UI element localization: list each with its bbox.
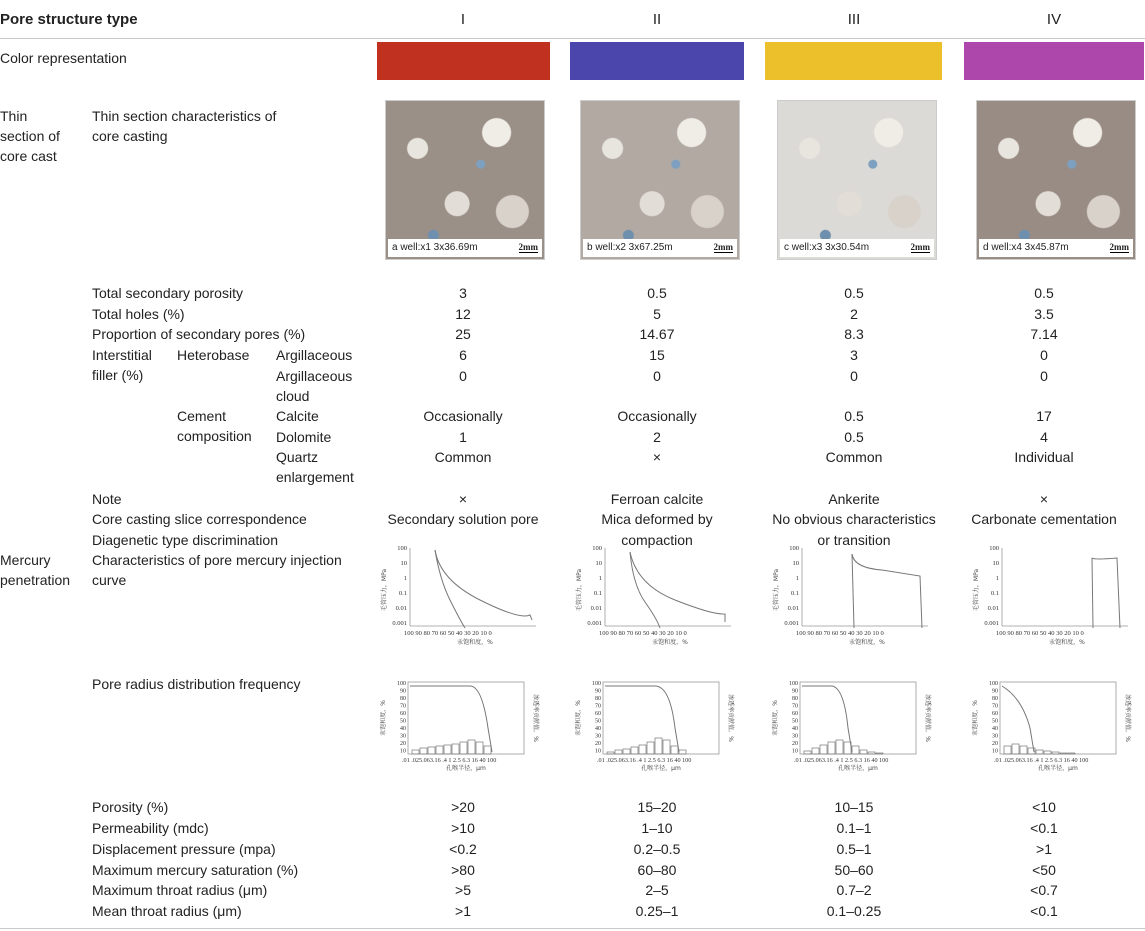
dist-svg <box>380 668 540 772</box>
dist-y-tick-label: 30 <box>992 733 998 740</box>
row-label-mean-throat-radius: Mean throat radius (μm) <box>92 903 242 919</box>
pore-radius-distribution-chart <box>380 668 540 772</box>
dist-x-tick-labels: .01 .025.063.16 .4 1 2.5 6.3 16 40 100 <box>597 757 692 764</box>
cell-value: 0 <box>459 368 467 384</box>
frequency-bar <box>615 750 622 754</box>
frequency-bar <box>844 742 851 754</box>
frequency-bar <box>812 748 819 754</box>
dist-y-tick-label: 40 <box>400 726 406 732</box>
dist-y-tick-label: 100 <box>592 681 601 687</box>
cell-value: <0.2 <box>449 841 477 857</box>
dist-svg <box>772 668 932 772</box>
cell-value: 10–15 <box>834 799 874 815</box>
frequency-bar <box>1012 744 1019 754</box>
cell-value: 0.5 <box>1034 285 1054 301</box>
curve-x-axis-label: 汞饱和度，% <box>849 639 885 646</box>
imbibition-curve <box>1092 558 1093 628</box>
dist-y-tick-label: 20 <box>400 741 406 747</box>
dist-y-axis-label-right: 渗透率贡献值，% <box>1124 694 1131 742</box>
dist-y-tick-label: 90 <box>992 688 998 695</box>
cell-value: 2–5 <box>645 882 669 898</box>
dist-y-tick-label: 70 <box>792 703 798 710</box>
cell-value: Occasionally <box>423 408 503 424</box>
imbibition-curve <box>852 554 854 628</box>
frequency-bar <box>836 740 843 754</box>
dist-y-tick-label: 90 <box>792 688 798 695</box>
mercury-injection-curve <box>380 540 540 646</box>
header-label: Pore structure type <box>0 11 138 28</box>
dist-x-axis-label: 孔喉半径，μm <box>1038 765 1078 772</box>
dist-y-tick-label: 60 <box>595 711 601 717</box>
row-label-dolomite: Dolomite <box>276 429 332 445</box>
cell-value: Common <box>434 449 492 465</box>
photo-caption: b well:x2 3x67.25m <box>583 239 737 257</box>
dist-y-tick-label: 60 <box>992 711 998 717</box>
dist-y-tick-label: 100 <box>989 681 998 687</box>
drainage-curve <box>852 554 922 628</box>
swatch-type-ii <box>570 42 744 80</box>
frequency-bar <box>663 740 670 754</box>
row-label-displacement-pressure: Displacement pressure (mpa) <box>92 841 276 857</box>
cell-value: 17 <box>1036 408 1052 424</box>
cell-value: 6 <box>459 347 467 363</box>
dist-y-tick-label: 80 <box>400 696 406 702</box>
cell-value: 2 <box>653 429 661 445</box>
frequency-bar <box>607 752 614 754</box>
thin-section-group-label: Thin section of core cast <box>0 108 60 164</box>
frequency-bar <box>820 745 827 754</box>
curve-y-tick-label: 1 <box>795 575 799 582</box>
cell-value: 0 <box>1040 368 1048 384</box>
cell-value: Occasionally <box>617 408 697 424</box>
frequency-bar <box>828 742 835 754</box>
cell-value: 4 <box>1040 429 1048 445</box>
dist-y-tick-label: 90 <box>595 688 601 695</box>
curve-y-tick-label: 0.01 <box>787 605 799 612</box>
cell-value: 7.14 <box>1030 326 1058 342</box>
dist-y-tick-label: 40 <box>792 726 798 732</box>
dist-x-axis-label: 孔喉半径，μm <box>838 765 878 772</box>
curve-y-axis-label: 毛管压力，MPa <box>773 568 780 612</box>
dist-y-tick-label: 30 <box>595 733 601 740</box>
scale-bar: 2mm <box>713 242 733 252</box>
frequency-bar <box>468 740 475 754</box>
dist-plot-frame <box>800 682 916 754</box>
dist-x-axis-label: 孔喉半径，μm <box>446 765 486 772</box>
cell-value: 0.5 <box>844 429 864 445</box>
cell-value: >20 <box>451 799 475 815</box>
drainage-curve <box>435 550 532 620</box>
swatch-type-i <box>377 42 550 80</box>
frequency-bar <box>1004 746 1011 754</box>
photo-caption: c well:x3 3x30.54m <box>780 239 934 257</box>
cell-value: Secondary solution pore <box>387 511 539 527</box>
curve-y-tick-label: 1 <box>995 575 999 582</box>
cell-value: × <box>458 491 468 507</box>
dist-label: Pore radius distribution frequency <box>92 676 301 692</box>
cell-value: 12 <box>455 306 471 322</box>
filler-group-label: Interstitial filler (%) <box>92 347 152 383</box>
cell-value: Mica deformed by <box>601 511 713 527</box>
photo-caption: a well:x1 3x36.69m <box>388 239 542 257</box>
cell-value: <0.1 <box>1030 820 1058 836</box>
cell-value: 0.1–0.25 <box>826 903 882 919</box>
frequency-bar <box>647 742 654 754</box>
curve-y-tick-label: 10 <box>792 560 799 567</box>
row-label-diagenetic: Diagenetic type discrimination <box>92 532 278 548</box>
curve-svg <box>380 540 540 646</box>
cell-value: <0.7 <box>1030 882 1058 898</box>
dist-y-tick-label: 60 <box>792 711 798 717</box>
dist-y-tick-label: 70 <box>595 703 601 710</box>
cell-value: 5 <box>653 306 661 322</box>
cement-label: Cement composition <box>177 408 252 444</box>
thin-section-photo-c <box>777 100 937 260</box>
frequency-bar <box>639 745 646 754</box>
row-label-permeability: Permeability (mdc) <box>92 820 209 836</box>
curve-x-tick-labels: 100 90 80 70 60 50 40 30 20 10 0 <box>599 630 687 637</box>
dist-y-tick-label: 10 <box>792 748 798 755</box>
curve-y-tick-label: 1 <box>598 575 602 582</box>
frequency-bar <box>1052 752 1059 754</box>
frequency-bar <box>1044 751 1051 754</box>
dist-y-axis-label: 汞饱和度，% <box>380 700 387 736</box>
curve-y-axis-label: 毛管压力，MPa <box>973 568 980 612</box>
curve-x-axis-label: 汞饱和度，% <box>652 639 688 646</box>
pore-radius-distribution-chart <box>772 668 932 772</box>
dist-y-tick-label: 60 <box>400 711 406 717</box>
dist-y-tick-label: 80 <box>595 696 601 702</box>
dist-x-tick-labels: .01 .025.063.16 .4 1 2.5 6.3 16 40 100 <box>402 757 497 764</box>
cell-value: 1–10 <box>641 820 673 836</box>
dist-y-tick-label: 80 <box>992 696 998 702</box>
dist-y-tick-label: 40 <box>992 726 998 732</box>
frequency-bar <box>852 746 859 754</box>
cell-value: 0 <box>850 368 858 384</box>
cell-value: >10 <box>451 820 475 836</box>
dist-y-tick-label: 10 <box>992 748 998 755</box>
cell-value: 50–60 <box>834 862 874 878</box>
cell-value: Ferroan calcite <box>610 491 704 507</box>
dist-svg <box>972 668 1132 772</box>
curve-svg <box>772 540 932 646</box>
cell-value: 3 <box>459 285 467 301</box>
frequency-bar <box>460 742 467 754</box>
dist-y-tick-label: 70 <box>992 703 998 710</box>
dist-y-axis-label: 汞饱和度，% <box>575 700 582 736</box>
header-rule <box>0 38 1145 39</box>
curve-y-tick-label: 0.001 <box>392 620 407 627</box>
row-label-quartz: Quartz enlargement <box>276 449 354 485</box>
cell-value: 14.67 <box>639 326 675 342</box>
cell-value: 15–20 <box>637 799 677 815</box>
frequency-bar <box>655 738 662 754</box>
curve-x-axis-label: 汞饱和度，% <box>1049 639 1085 646</box>
pore-radius-distribution-chart <box>575 668 735 772</box>
frequency-bar <box>420 748 427 754</box>
dist-y-tick-label: 50 <box>400 718 406 725</box>
cell-value: 0.5 <box>844 285 864 301</box>
cell-value: 8.3 <box>844 326 864 342</box>
cell-value: 60–80 <box>637 862 677 878</box>
curve-x-tick-labels: 100 90 80 70 60 50 40 30 20 10 0 <box>404 630 492 637</box>
curve-y-axis-label: 毛管压力，MPa <box>381 568 388 612</box>
row-label-note: Note <box>92 491 122 507</box>
row-label-max-throat-radius: Maximum throat radius (μm) <box>92 882 268 898</box>
thin-section-photo-a <box>385 100 545 260</box>
cell-value: 0.2–0.5 <box>633 841 681 857</box>
scale-bar: 2mm <box>518 242 538 252</box>
curve-y-tick-label: 0.01 <box>395 605 407 612</box>
frequency-bar <box>679 750 686 754</box>
cell-value: 0.1–1 <box>836 820 872 836</box>
curve-x-axis-label: 汞饱和度，% <box>457 639 493 646</box>
curve-y-axis-label: 毛管压力，MPa <box>576 568 583 612</box>
row-label-secondary-pores: Proportion of secondary pores (%) <box>92 326 306 342</box>
dist-y-tick-label: 40 <box>595 726 601 732</box>
dist-y-tick-label: 20 <box>992 741 998 747</box>
cell-value: compaction <box>621 532 693 548</box>
dist-y-tick-label: 100 <box>789 681 798 687</box>
cell-value: >5 <box>455 882 471 898</box>
cell-value: <10 <box>1032 799 1056 815</box>
photo-caption: d well:x4 3x45.87m <box>979 239 1133 257</box>
dist-y-tick-label: 50 <box>595 718 601 725</box>
frequency-bar <box>1020 746 1027 754</box>
dist-y-axis-label-right: 渗透率贡献值，% <box>924 694 931 742</box>
curve-y-tick-label: 10 <box>992 560 999 567</box>
row-label-max-mercury-saturation: Maximum mercury saturation (%) <box>92 862 299 878</box>
frequency-bar <box>1060 753 1067 754</box>
cumulative-saturation-curve <box>605 686 679 752</box>
row-label-calcite: Calcite <box>276 408 319 424</box>
frequency-bar <box>452 744 459 754</box>
dist-y-tick-label: 80 <box>792 696 798 702</box>
curve-y-tick-label: 0.1 <box>593 590 602 597</box>
cell-value: Common <box>825 449 883 465</box>
curve-svg <box>972 540 1132 646</box>
dist-plot-frame <box>1000 682 1116 754</box>
row-label-correspondence: Core casting slice correspondence <box>92 511 307 527</box>
curve-y-tick-label: 100 <box>789 545 799 552</box>
frequency-bar <box>804 751 811 754</box>
frequency-bar <box>444 745 451 754</box>
curve-y-tick-label: 0.1 <box>398 590 407 597</box>
dist-y-axis-label: 汞饱和度，% <box>972 700 979 736</box>
curve-y-tick-label: 0.01 <box>590 605 602 612</box>
swatch-type-iv <box>964 42 1144 80</box>
frequency-bar <box>671 746 678 754</box>
curve-svg <box>575 540 735 646</box>
heterobase-label: Heterobase <box>177 347 250 363</box>
mercury-injection-curve <box>772 540 932 646</box>
frequency-bar <box>1068 753 1075 754</box>
curve-y-tick-label: 10 <box>400 560 407 567</box>
dist-y-tick-label: 10 <box>595 748 601 755</box>
curve-y-tick-label: 0.1 <box>790 590 799 597</box>
curve-y-tick-label: 100 <box>989 545 999 552</box>
row-label-argillaceous: Argillaceous <box>276 347 353 363</box>
dist-y-tick-label: 50 <box>992 718 998 725</box>
cell-value: >1 <box>455 903 471 919</box>
curve-y-tick-label: 100 <box>592 545 602 552</box>
type-iii-header: III <box>847 11 861 28</box>
cell-value: Carbonate cementation <box>971 511 1117 527</box>
curve-y-tick-label: 0.01 <box>987 605 999 612</box>
mercury-injection-curve <box>575 540 735 646</box>
cell-value: or transition <box>817 532 891 548</box>
curve-x-tick-labels: 100 90 80 70 60 50 40 30 20 10 0 <box>796 630 884 637</box>
curve-x-tick-labels: 100 90 80 70 60 50 40 30 20 10 0 <box>996 630 1084 637</box>
thin-section-photo-d <box>976 100 1136 260</box>
drainage-curve <box>1092 558 1120 628</box>
cell-value: >80 <box>451 862 475 878</box>
row-label-argillaceous-cloud: Argillaceous cloud <box>276 368 353 404</box>
frequency-bar <box>412 750 419 754</box>
cell-value: 0.5 <box>844 408 864 424</box>
frequency-bar <box>484 746 491 754</box>
type-ii-header: II <box>652 11 662 28</box>
frequency-bar <box>428 747 435 754</box>
cell-value: 3.5 <box>1034 306 1054 322</box>
dist-svg <box>575 668 735 772</box>
dist-plot-frame <box>408 682 524 754</box>
cell-value: 0.25–1 <box>635 903 679 919</box>
dist-y-tick-label: 10 <box>400 748 406 755</box>
frequency-bar <box>860 750 867 754</box>
thin-section-label: Thin section characteristics of core casting <box>92 108 277 144</box>
curve-y-tick-label: 0.001 <box>784 620 799 627</box>
dist-y-tick-label: 50 <box>792 718 798 725</box>
cell-value: No obvious characteristics <box>772 511 936 527</box>
curve-y-tick-label: 0.001 <box>587 620 602 627</box>
row-label-porosity: Porosity (%) <box>92 799 169 815</box>
dist-y-axis-label: 汞饱和度，% <box>772 700 779 736</box>
frequency-bar <box>476 742 483 754</box>
cell-value: 1 <box>459 429 467 445</box>
cell-value: 0.7–2 <box>836 882 872 898</box>
dist-x-axis-label: 孔喉半径，μm <box>641 765 681 772</box>
pore-radius-distribution-chart <box>972 668 1132 772</box>
frequency-bar <box>436 746 443 754</box>
scale-bar: 2mm <box>910 242 930 252</box>
color-label: Color representation <box>0 50 127 66</box>
dist-y-tick-label: 70 <box>400 703 406 710</box>
imbibition-curve <box>435 550 465 628</box>
cell-value: Ankerite <box>828 491 880 507</box>
dist-y-axis-label-right: 渗透率贡献值，% <box>727 694 734 742</box>
cell-value: 3 <box>850 347 858 363</box>
frequency-bar <box>631 747 638 754</box>
dist-y-tick-label: 20 <box>792 741 798 747</box>
bottom-rule <box>0 928 1145 929</box>
curve-y-tick-label: 1 <box>403 575 407 582</box>
mercury-group-label: Mercury penetration <box>0 552 71 588</box>
dist-y-tick-label: 30 <box>792 733 798 740</box>
cell-value: 0.5–1 <box>836 841 872 857</box>
cell-value: 0 <box>653 368 661 384</box>
row-label-total-holes: Total holes (%) <box>92 306 185 322</box>
cell-value: >1 <box>1036 841 1052 857</box>
dist-y-tick-label: 90 <box>400 688 406 695</box>
type-iv-header: IV <box>1046 11 1062 28</box>
cell-value: × <box>1039 491 1049 507</box>
drainage-curve <box>630 552 725 622</box>
type-i-header: I <box>460 11 466 28</box>
curve-y-tick-label: 10 <box>595 560 602 567</box>
cell-value: 0 <box>1040 347 1048 363</box>
cell-value: <50 <box>1032 862 1056 878</box>
cell-value: × <box>652 449 662 465</box>
curve-y-tick-label: 0.1 <box>990 590 999 597</box>
dist-x-tick-labels: .01 .025.063.16 .4 1 2.5 6.3 16 40 100 <box>794 757 889 764</box>
cell-value: 0.5 <box>647 285 667 301</box>
cell-value: 15 <box>649 347 665 363</box>
frequency-bar <box>1036 750 1043 754</box>
dist-y-axis-label-right: 渗透率贡献值，% <box>532 694 539 742</box>
cell-value: <0.1 <box>1030 903 1058 919</box>
cumulative-saturation-curve <box>1002 686 1034 752</box>
dist-y-tick-label: 100 <box>397 681 406 687</box>
frequency-bar <box>623 749 630 754</box>
dist-y-tick-label: 30 <box>400 733 406 740</box>
dist-y-tick-label: 20 <box>595 741 601 747</box>
curve-y-tick-label: 0.001 <box>984 620 999 627</box>
cell-value: Individual <box>1014 449 1074 465</box>
thin-section-photo-b <box>580 100 740 260</box>
cell-value: 25 <box>455 326 471 342</box>
mercury-injection-curve <box>972 540 1132 646</box>
curve-label: Characteristics of pore mercury injection curve <box>92 552 342 588</box>
curve-y-tick-label: 100 <box>397 545 407 552</box>
frequency-bar <box>876 753 883 754</box>
dist-plot-frame <box>603 682 719 754</box>
swatch-type-iii <box>765 42 942 80</box>
row-label-total-secondary-porosity: Total secondary porosity <box>92 285 243 301</box>
frequency-bar <box>868 752 875 754</box>
scale-bar: 2mm <box>1109 242 1129 252</box>
dist-x-tick-labels: .01 .025.063.16 .4 1 2.5 6.3 16 40 100 <box>994 757 1089 764</box>
cell-value: 2 <box>850 306 858 322</box>
